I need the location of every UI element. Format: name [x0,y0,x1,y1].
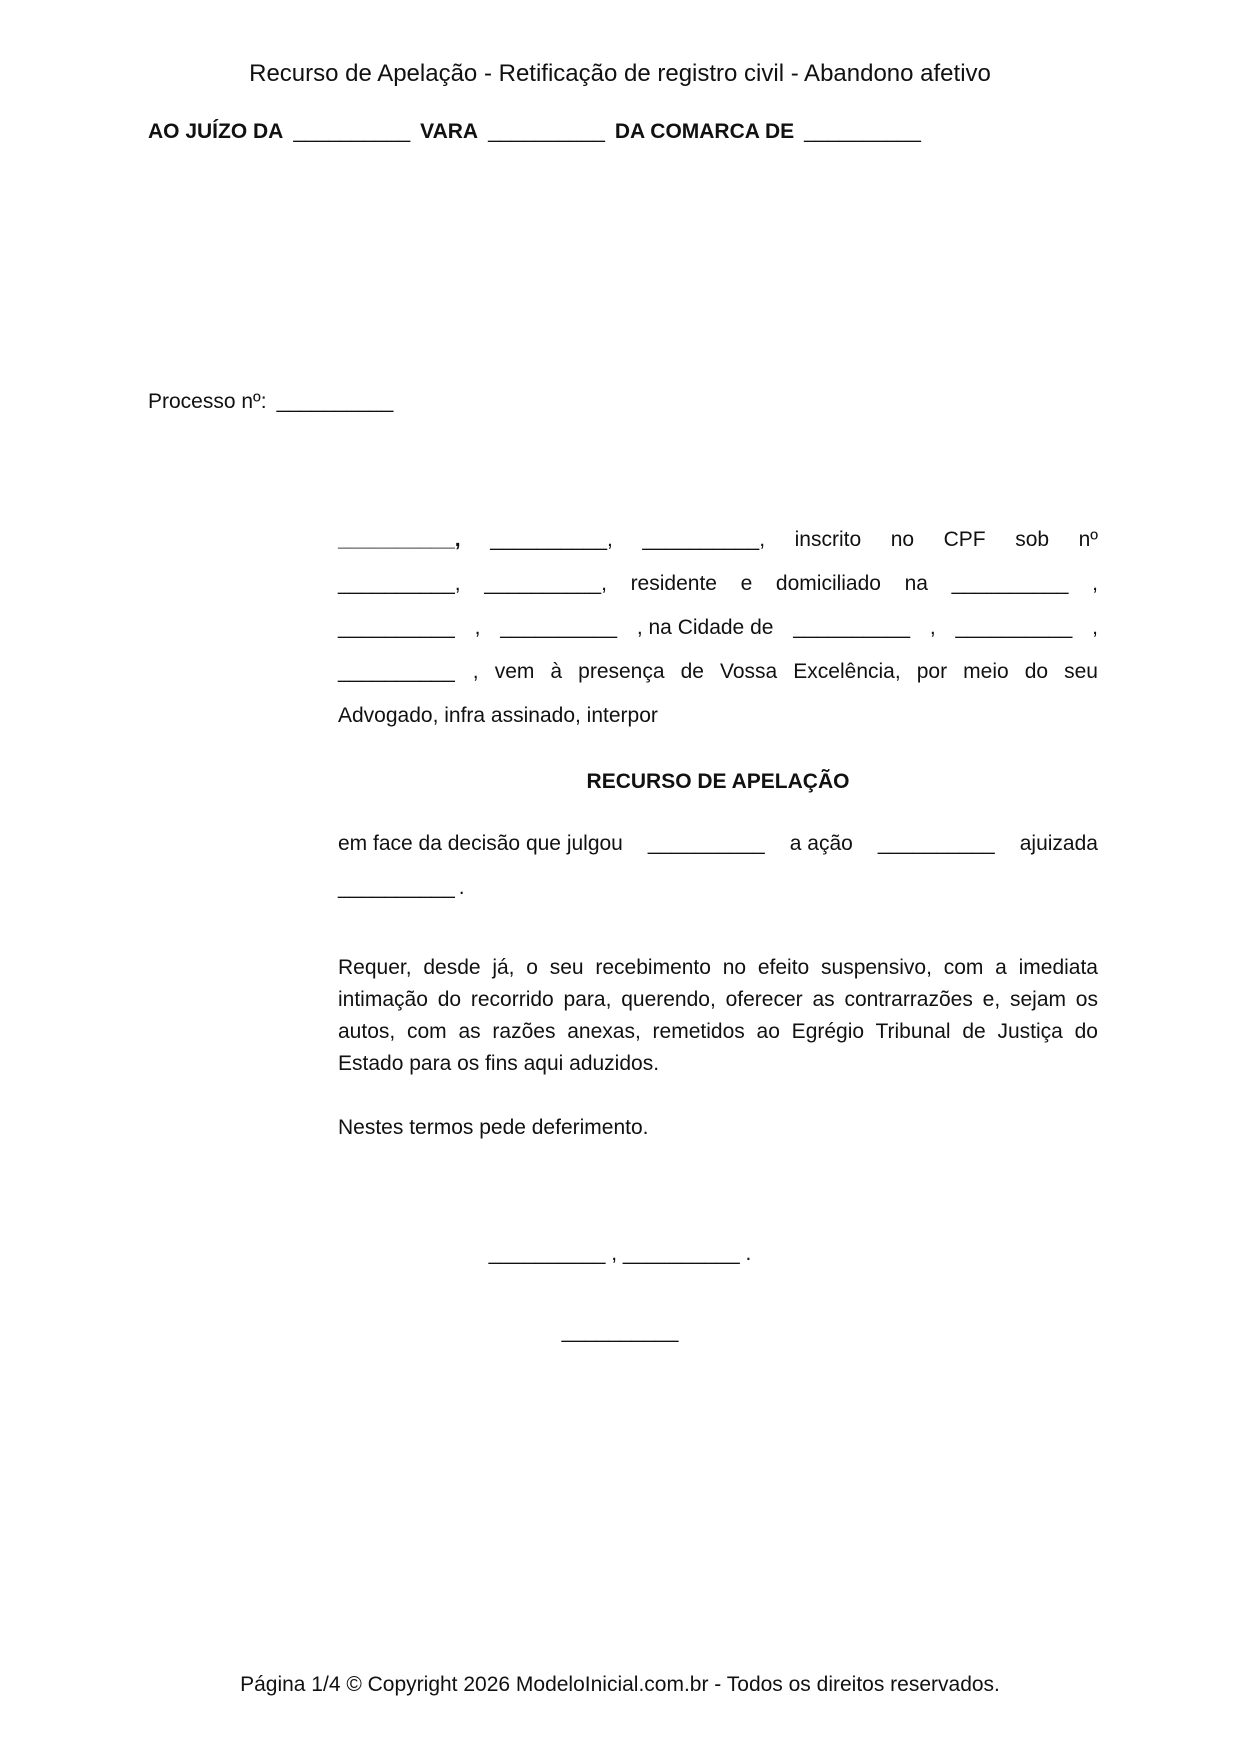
addressee-court-label: AO JUÍZO DA [148,120,284,143]
qualification-line-4 [338,650,1098,694]
decision-line-2 [338,866,1098,910]
cpf-word-1: inscrito [794,528,862,551]
process-label: Processo nº: [148,390,267,413]
state-comma: , [1092,616,1098,639]
state-blank: __________ [955,616,1073,639]
residence-word-1: residente [630,572,717,595]
decision-end: ajuizada [1019,832,1098,855]
residence-word-4: na [904,572,928,595]
district-blank: __________ [500,616,618,639]
cpf-word-2: no [890,528,915,551]
street-comma: , [1092,572,1098,595]
process-blank: __________ [276,390,394,413]
number-blank: __________ [338,616,455,639]
action-blank: __________ [877,832,995,855]
nationality-blank: __________, [490,528,613,551]
residence-word-3: domiciliado [775,572,881,595]
cpf-word-5: nº [1078,528,1098,551]
appeal-title: RECURSO DE APELAÇÃO [586,770,850,793]
addressee-comarca-label: DA COMARCA DE [614,120,795,143]
party-name-blank: __________, [338,528,461,551]
decision-paragraph [338,822,1098,910]
process-number-line [148,390,403,414]
decision-period: . [458,876,465,899]
decision-result-blank: __________ [647,832,765,855]
street-blank: __________ [951,572,1069,595]
vara-blank: __________ [488,120,605,143]
cpf-blank: __________, [338,572,461,595]
qualification-line-5 [338,694,1098,738]
city-comma: , [929,616,936,639]
closing-text: Nestes termos pede deferimento. [338,1116,649,1139]
place-date-line: __________ , __________ . [488,1242,752,1265]
decision-middle: a ação [789,832,853,855]
residence-word-2: e [740,572,753,595]
number-comma: , [474,616,481,639]
city-label: , na Cidade de [636,616,774,639]
presence-text: , vem à presença de Vossa Excelência, por meio do seu [472,660,1098,683]
filed-blank: __________ [338,876,455,899]
document-header-title: Recurso de Apelação - Retificação de registro civil - Abandono afetivo [249,60,991,87]
decision-start: em face da decisão que julgou [338,832,623,855]
addressee-vara-label: VARA [420,120,479,143]
email-blank: __________, [484,572,607,595]
cpf-word-3: CPF [943,528,986,551]
qualification-line-2 [338,562,1098,606]
decision-line-1 [338,822,1098,866]
zip-blank: __________ [338,660,455,683]
court-blank: __________ [293,120,411,143]
city-blank: __________ [793,616,911,639]
qualification-line-1 [338,518,1098,562]
marital-status-blank: __________, [642,528,766,551]
qualification-line-3 [338,606,1098,650]
lawyer-text: Advogado, infra assinado, interpor [338,704,658,727]
cpf-word-4: sob [1015,528,1050,551]
request-paragraph: Requer, desde já, o seu recebimento no efeito suspensivo, com a imediata intimação do recorrido para, querendo, oferecer as contrarrazões e, sejam os autos, com as razões anexas, remetidos ao Egrégio Tribunal de Justiça do Estado para os fins aqui aduzidos. [338,956,1098,1075]
page-footer: Página 1/4 © Copyright 2026 ModeloInicial.com.br - Todos os direitos reservados. [240,1673,1000,1696]
addressee-line [148,120,931,144]
comarca-blank: __________ [804,120,921,143]
signature-line: __________ [561,1320,679,1343]
qualification-paragraph [338,518,1098,738]
